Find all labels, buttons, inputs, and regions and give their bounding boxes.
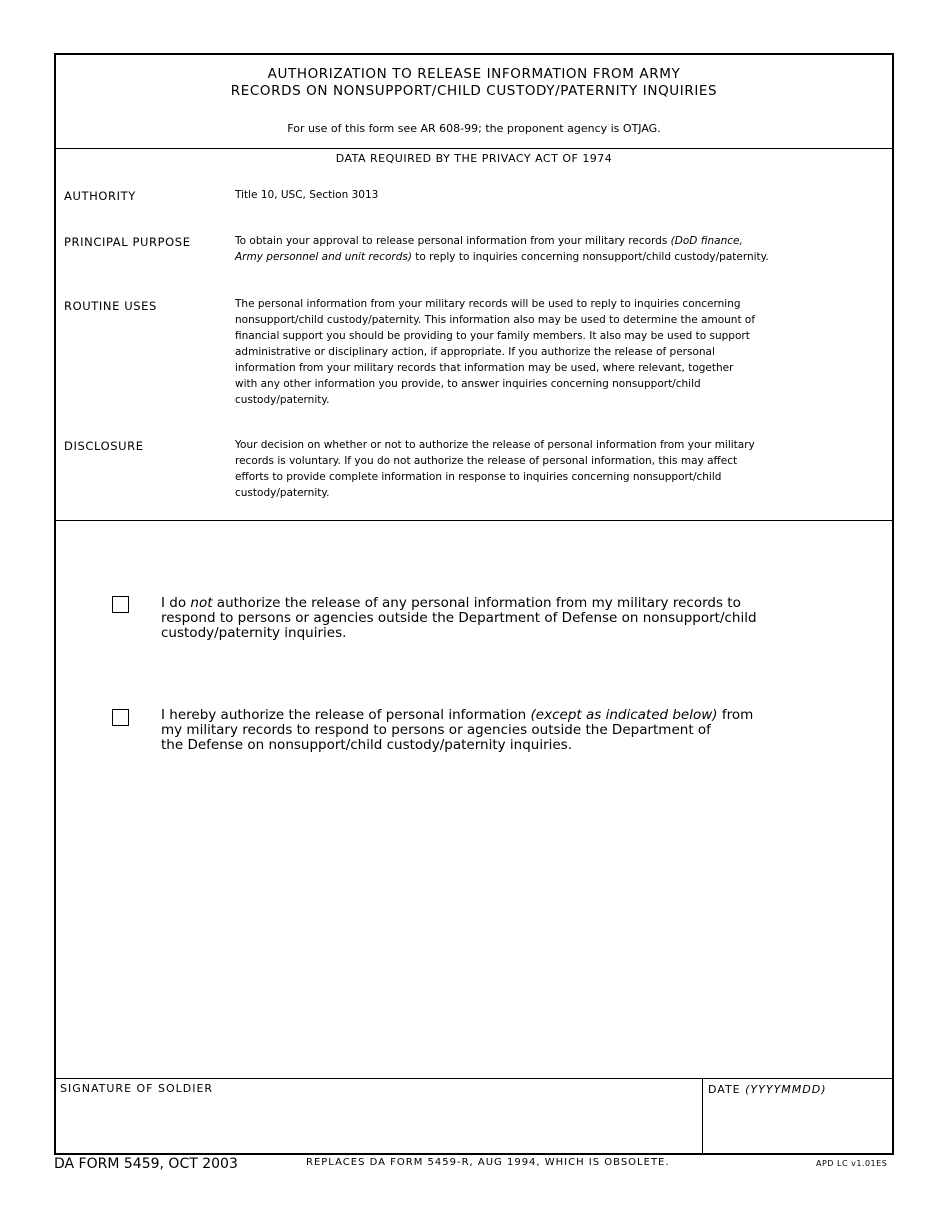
date-label [708, 1083, 827, 1096]
date-field[interactable] [708, 1099, 888, 1149]
authority-label: AUTHORITY [64, 189, 136, 203]
form-id: DA FORM 5459, OCT 2003 [54, 1156, 238, 1172]
option-line: the Defense on nonsupport/child custody/paternity inquiries. [161, 737, 573, 753]
option-emphasis: (except as indicated below) [530, 707, 718, 723]
option-line [161, 708, 781, 723]
disclosure-line: records is voluntary. If you do not authorize the release of personal information, this may affect [235, 455, 738, 467]
option-text-part: authorize the release of any personal information from my military records to [212, 595, 741, 611]
authority-text: Title 10, USC, Section 3013 [235, 189, 379, 201]
routine-uses-line: nonsupport/child custody/paternity. This information also may be used to determine the amount of [235, 314, 756, 326]
disclosure-label: DISCLOSURE [64, 439, 144, 453]
option-line: respond to persons or agencies outside the Department of Defense on nonsupport/child [161, 610, 757, 626]
routine-uses-line: with any other information you provide, to answer inquiries concerning nonsupport/child [235, 378, 701, 390]
disclosure-text [235, 437, 795, 501]
routine-uses-text [235, 296, 795, 408]
disclosure-line: efforts to provide complete information in response to inquiries concerning nonsupport/child [235, 471, 722, 483]
for-use-note: For use of this form see AR 608-99; the proponent agency is OTJAG. [287, 122, 661, 135]
option-text-part: I hereby authorize the release of personal information [161, 707, 531, 723]
option-line: my military records to respond to persons or agencies outside the Department of [161, 722, 711, 738]
date-label-text: DATE [708, 1083, 746, 1096]
purpose-italic-part: Army personnel and unit records) [235, 251, 412, 263]
do-not-authorize-checkbox[interactable] [112, 596, 129, 613]
purpose-text-part: To obtain your approval to release personal information from your military records [235, 235, 671, 247]
routine-uses-label: ROUTINE USES [64, 299, 157, 313]
form-title-line2: RECORDS ON NONSUPPORT/CHILD CUSTODY/PATERNITY INQUIRIES [230, 83, 718, 99]
authorize-text [161, 708, 781, 753]
disclosure-line: Your decision on whether or not to authorize the release of personal information from your military [235, 439, 755, 451]
date-format-hint: (YYYYMMDD) [745, 1083, 827, 1096]
disclosure-line: custody/paternity. [235, 487, 330, 499]
routine-uses-line: The personal information from your military records will be used to reply to inquiries concerning [235, 298, 741, 310]
principal-purpose-label: PRINCIPAL PURPOSE [64, 235, 191, 249]
routine-uses-line: administrative or disciplinary action, if appropriate. If you authorize the release of personal [235, 346, 715, 358]
purpose-text-part: to reply to inquiries concerning nonsupport/child custody/paternity. [411, 251, 769, 263]
privacy-act-section [56, 149, 892, 521]
do-not-authorize-text [161, 596, 781, 641]
form-header [56, 55, 892, 149]
routine-uses-line: custody/paternity. [235, 394, 330, 406]
signature-field[interactable] [60, 1099, 696, 1149]
option-emphasis: not [190, 595, 213, 611]
signature-label: SIGNATURE OF SOLDIER [60, 1082, 214, 1095]
authorize-checkbox[interactable] [112, 709, 129, 726]
privacy-act-title: DATA REQUIRED BY THE PRIVACY ACT OF 1974 [335, 152, 613, 165]
routine-uses-line: information from your military records that information may be used, where relevant, together [235, 362, 734, 374]
option-line [161, 596, 781, 611]
purpose-italic-part: (DoD finance, [670, 235, 743, 247]
routine-uses-line: financial support you should be providing to your family members. It also may be used to support [235, 330, 750, 342]
form-title-line1: AUTHORIZATION TO RELEASE INFORMATION FROM ARMY [267, 66, 681, 82]
version-note: APD LC v1.01ES [816, 1159, 888, 1168]
principal-purpose-text [235, 233, 795, 265]
form-frame [54, 53, 894, 1155]
signature-divider [702, 1079, 703, 1154]
option-text-part: from [717, 707, 754, 723]
option-text-part: I do [161, 595, 191, 611]
option-line: custody/paternity inquiries. [161, 625, 347, 641]
signature-row [56, 1078, 892, 1154]
replaces-note: REPLACES DA FORM 5459-R, AUG 1994, WHICH IS OBSOLETE. [306, 1157, 670, 1168]
